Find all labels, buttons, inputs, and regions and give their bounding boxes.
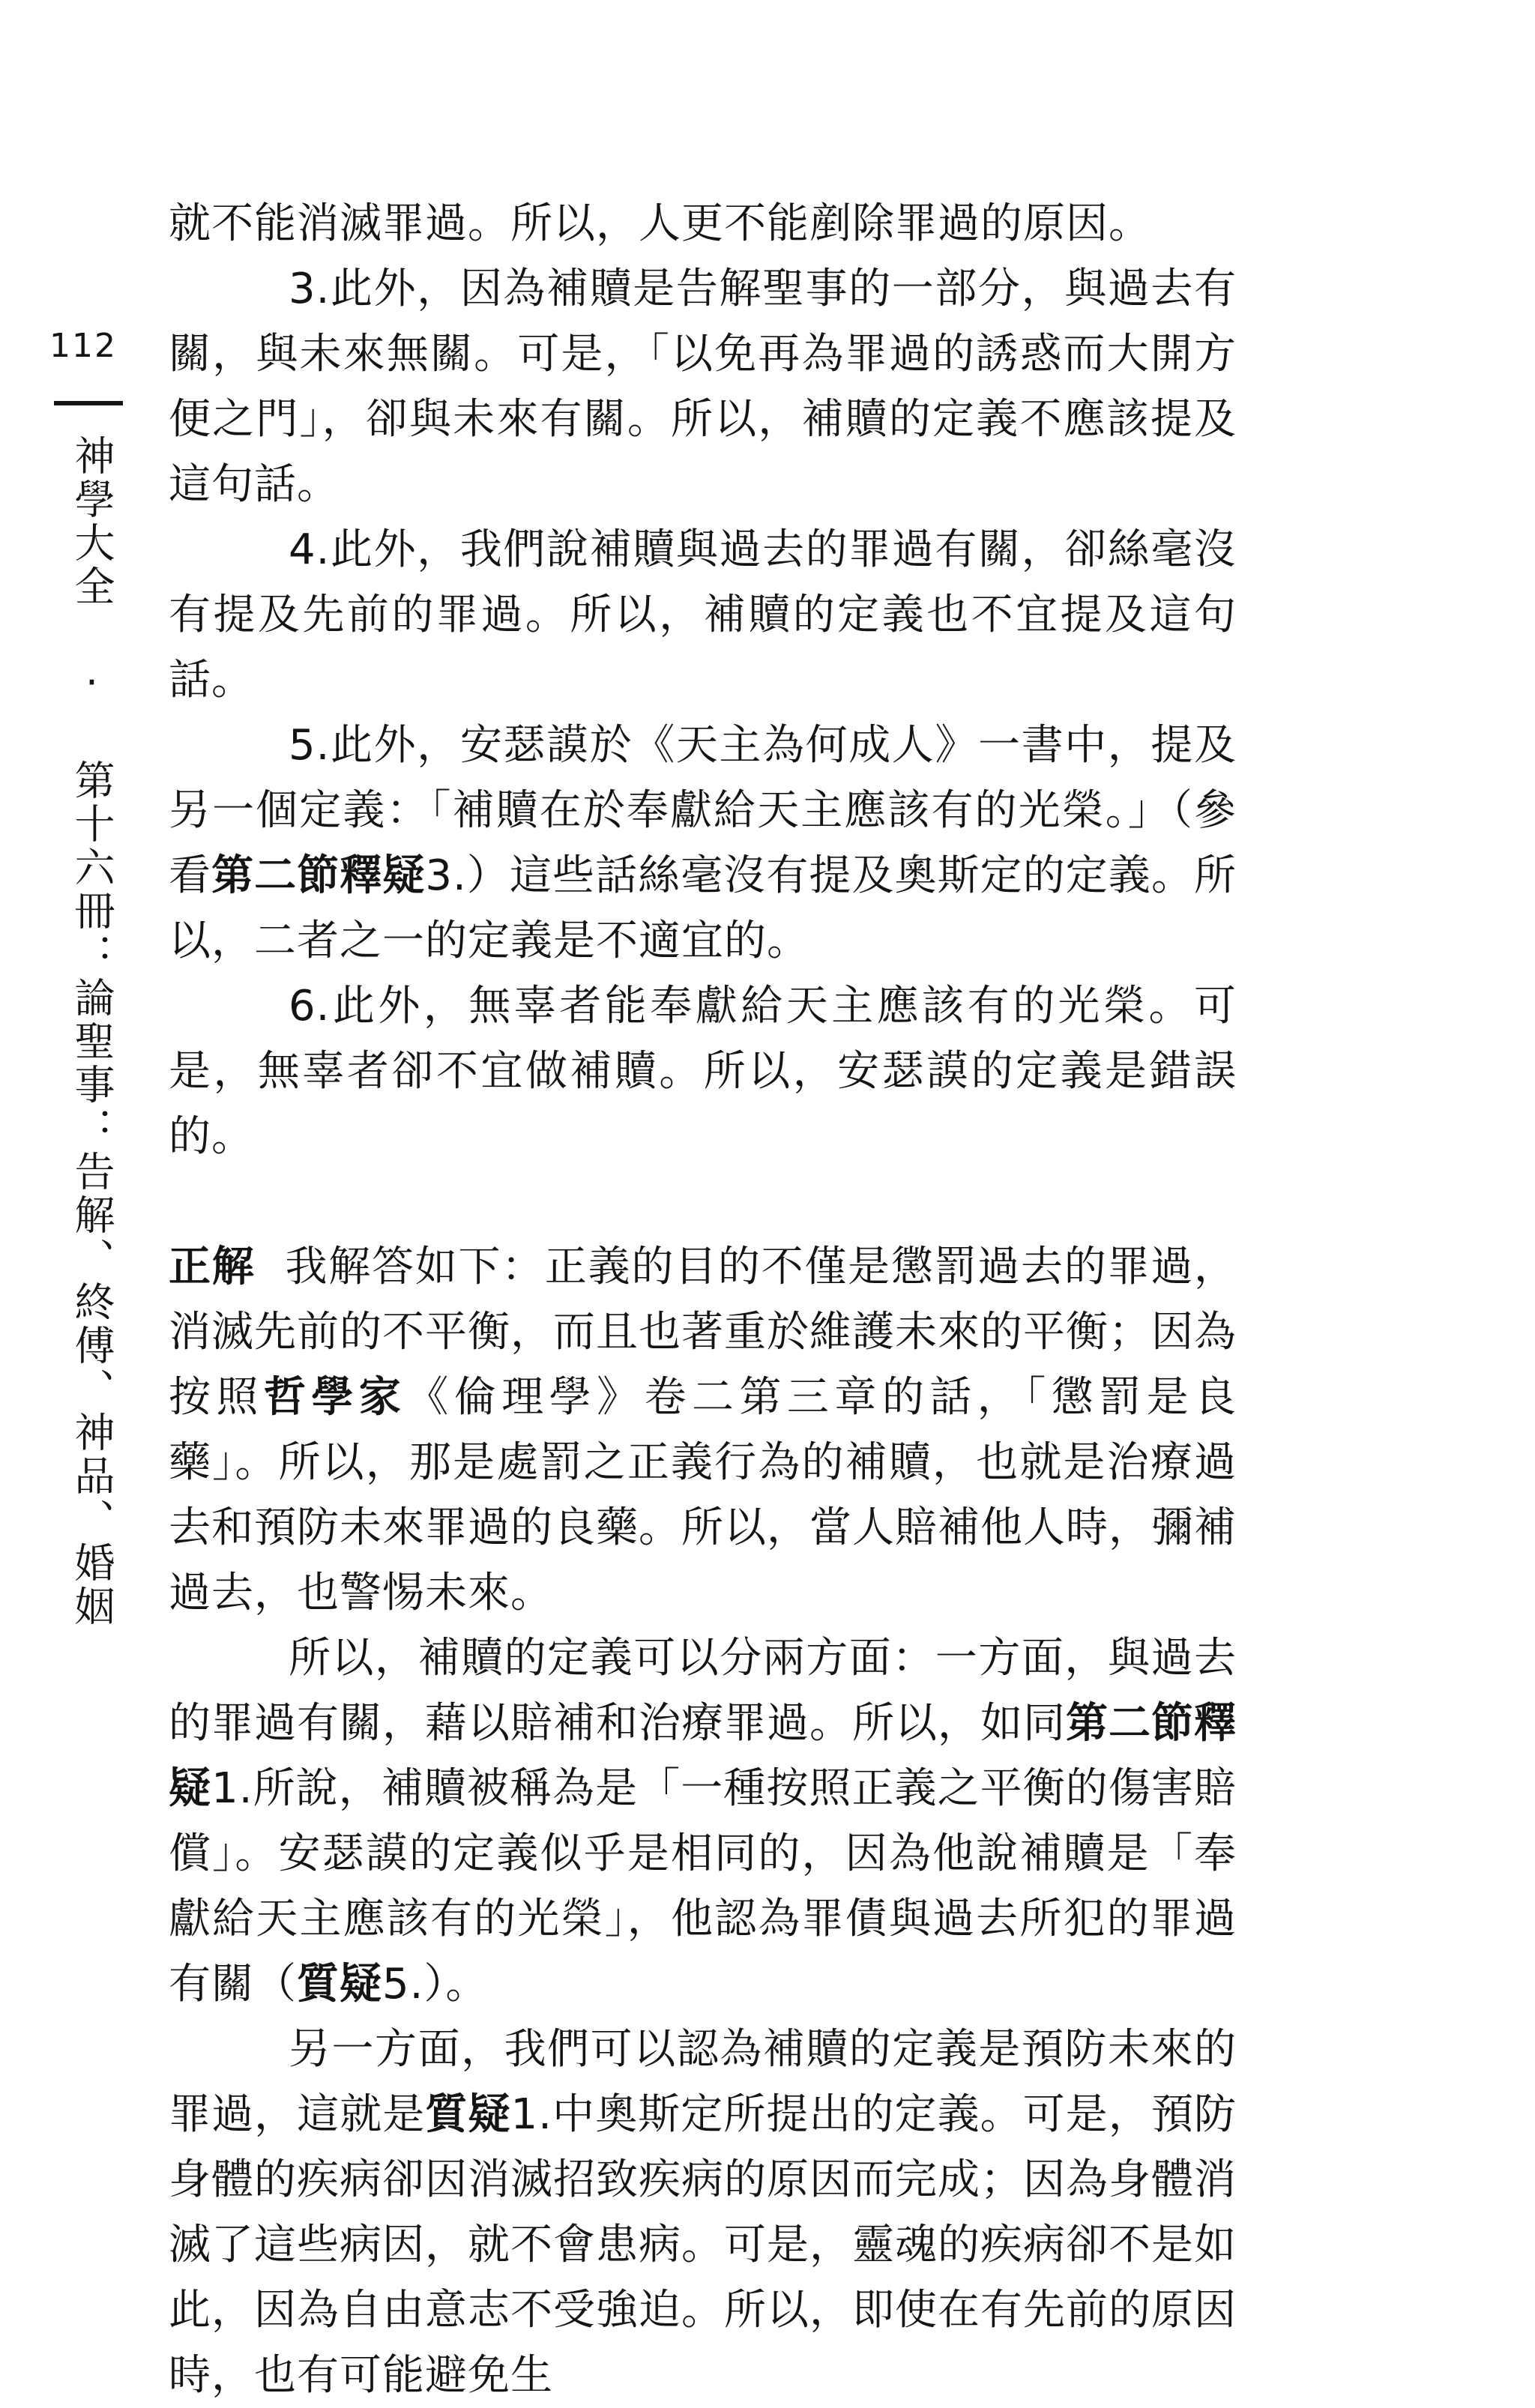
paragraph-answer-2 — [169, 1626, 1237, 2017]
cross-reference: 第二節釋疑 — [211, 851, 426, 900]
objection-5-text-b: 3.）這些話絲毫沒有提及奧斯定的定義。所以，二者之一的定義是不適宜的。 — [169, 851, 1237, 965]
answer-text-b: 《倫理學》卷二第三章的話，「懲罰是良藥」。所以，那是處罰之正義行為的補贖，也就是治療過去和預防未來罪過的良藥。所以，當人賠補他人時，彌補過去，也警惕未來。 — [169, 1373, 1237, 1617]
answer2-text-c: 5.）。 — [382, 1960, 489, 2009]
paragraph-objection-3: 3.此外，因為補贖是告解聖事的一部分，與過去有關，與未來無關。可是，「以免再為罪過的誘惑而大開方便之門」，卻與未來有關。所以，補贖的定義不應該提及這句話。 — [169, 265, 1237, 509]
objection-reference: 質疑 — [297, 1960, 382, 2009]
objection-reference: 質疑 — [425, 2090, 511, 2139]
answer3-text-b: 1.中奧斯定所提出的定義。可是，預防身體的疾病卻因消滅招致疾病的原因而完成；因為身體消滅了這些病因，就不會患病。可是，靈魂的疾病卻不是如此，因為自由意志不受強迫。所以，即使在有先前的原因時，也有可能避免生 — [169, 2090, 1237, 2400]
body-text — [169, 191, 1237, 2408]
objection-5-text-a: 5.此外，安瑟謨於《天主為何成人》一書中，提及另一個定義：「補贖在於奉獻給天主應該有的光榮。」（參看 — [169, 721, 1237, 900]
paragraph-objection-5 — [169, 713, 1237, 974]
margin-rule — [54, 401, 123, 405]
answer3-text-a: 另一方面，我們可以認為補贖的定義是預防未來的罪過，這就是 — [169, 2025, 1237, 2139]
page-number: 112 — [49, 327, 117, 365]
paragraph-objection-4: 4.此外，我們說補贖與過去的罪過有關，卻絲毫沒有提及先前的罪過。所以，補贖的定義也不宜提及這句話。 — [169, 525, 1237, 704]
running-title: 神學大全 · 第十六冊：論聖事：告解、終傅、神品、婚姻 — [68, 435, 115, 1629]
answer2-text-b: 1.所說，補贖被稱為是「一種按照正義之平衡的傷害賠償」。安瑟謨的定義似乎是相同的，因為他說補贖是「奉獻給天主應該有的光榮」，他認為罪債與過去所犯的罪過有關（ — [169, 1764, 1237, 2009]
answer-label: 正解 — [169, 1243, 256, 1291]
answer-text-a: 我解答如下：正義的目的不僅是懲罰過去的罪過，消滅先前的不平衡，而且也著重於維護未來的平衡；因為按照 — [169, 1243, 1237, 1422]
answer2-text-a: 所以，補贖的定義可以分兩方面：一方面，與過去的罪過有關，藉以賠補和治療罪過。所以，如同 — [169, 1634, 1237, 1748]
paragraph-answer-3 — [169, 2017, 1237, 2408]
paragraph-objection-6: 6.此外，無辜者能奉獻給天主應該有的光榮。可是，無辜者卻不宜做補贖。所以，安瑟謨的定義是錯誤的。 — [169, 982, 1237, 1161]
paragraph-continuation: 就不能消滅罪過。所以，人更不能剷除罪過的原因。 — [169, 199, 1151, 248]
paragraph-answer — [169, 1234, 1237, 1626]
cross-reference: 第二節釋疑 — [169, 1699, 1237, 1813]
philosopher-reference: 哲學家 — [263, 1373, 407, 1422]
